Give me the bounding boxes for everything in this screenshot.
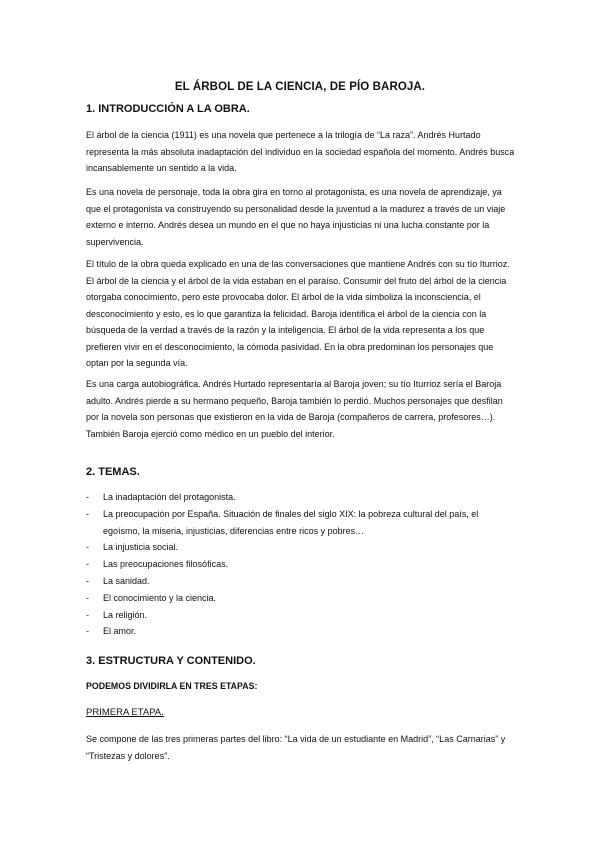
list-item [86, 590, 516, 607]
list-item [86, 556, 516, 573]
section-heading-intro: 1. INTRODUCCIÓN A LA OBRA. [86, 103, 250, 115]
bullet-dash: - [86, 492, 89, 502]
list-item [86, 539, 516, 556]
bullet-dash: - [86, 592, 89, 603]
list-item-text: Las preocupaciones filosóficas. [103, 559, 229, 570]
document-title: EL ÁRBOL DE LA CIENCIA, DE PÍO BAROJA. [174, 81, 426, 93]
section-heading-estructura: 3. ESTRUCTURA Y CONTENIDO. [86, 655, 256, 667]
list-item-text: El amor. [103, 626, 137, 637]
bullet-dash: - [86, 542, 89, 553]
bullet-dash: - [86, 559, 89, 570]
stage-title: PRIMERA ETAPA. [86, 707, 164, 718]
intro-paragraph-4: Es una carga autobiográfica. Andrés Hurtado representaría al Baroja joven; su tío Iturrioz sería el Baroja adulto. Andrés pierde a su hermano pequeño, Baroja también lo perdió. Muchos personajes que desfilan por la novela son personas que existieron en la vida de Baroja (compañeros de carrera, profesores…). También Baroja ejerció como médico en un pueblo del interior. [86, 379, 503, 439]
estructura-subheading: PODEMOS DIVIDIRLA EN TRES ETAPAS: [86, 681, 258, 691]
list-item-text: La preocupación por España. Situación de finales del siglo XIX: la pobreza cultural del país, el egoísmo, la miseria, injusticias, diferencias entre ricos y pobres… [103, 508, 479, 536]
list-item [86, 506, 516, 540]
list-item-text: La religión. [103, 609, 148, 620]
list-item [86, 607, 516, 624]
intro-paragraph-2: Es una novela de personaje, toda la obra gira en torno al protagonista, es una novela de aprendizaje, ya que el protagonista va construyendo su personalidad desde la juventud a la madurez a través de un viaje externo e interno. Andrés desea un mundo en el que no haya injusticias ni una lucha constante por la supervivencia. [86, 187, 506, 247]
temas-list [86, 489, 516, 640]
stage-paragraph: Se compone de las tres primeras partes del libro: “La vida de un estudiante en Madrid”, “Las Carnarias” y “Tristezas y dolores”. [86, 734, 506, 761]
list-item-text: El conocimiento y la ciencia. [103, 592, 217, 603]
list-item [86, 623, 516, 640]
list-item-text: La inadaptación del protagonista. [103, 492, 236, 502]
intro-paragraph-3: El título de la obra queda explicado en una de las conversaciones que mantiene Andrés con su tío Iturrioz. El árbol de la ciencia y el árbol de la vida estaban en el paraíso. Consumir del fruto del árbol de la ciencia otorgaba conocimiento, pero este provocaba dolor. El árbol de la vida simboliza la inconsciencia, el desconocimiento y esto, es lo que garantiza la felicidad. Baroja identifica el árbol de la ciencia con la búsqueda de la verdad a través de la razón y la inteligencia. El árbol de la vida representa a los que prefieren vivir en el desconocimiento, la cómoda pasividad. En la obra predominan los personajes que optan por la segunda vía. [86, 259, 510, 368]
intro-paragraph-1: El árbol de la ciencia (1911) es una novela que pertenece a la trilogía de “La raza”. Andrés Hurtado representa la más absoluta inadaptación del individuo en la sociedad española del momento. Andrés busca incansablemente un sentido a la vida. [86, 130, 515, 173]
bullet-dash: - [86, 626, 89, 637]
bullet-dash: - [86, 575, 89, 586]
list-item-text: La injusticia social. [103, 542, 179, 553]
section-heading-temas: 2. TEMAS. [86, 466, 140, 478]
bullet-dash: - [86, 609, 89, 620]
list-item-text: La sanidad. [103, 575, 150, 586]
bullet-dash: - [86, 508, 89, 519]
list-item [86, 489, 516, 506]
list-item [86, 573, 516, 590]
